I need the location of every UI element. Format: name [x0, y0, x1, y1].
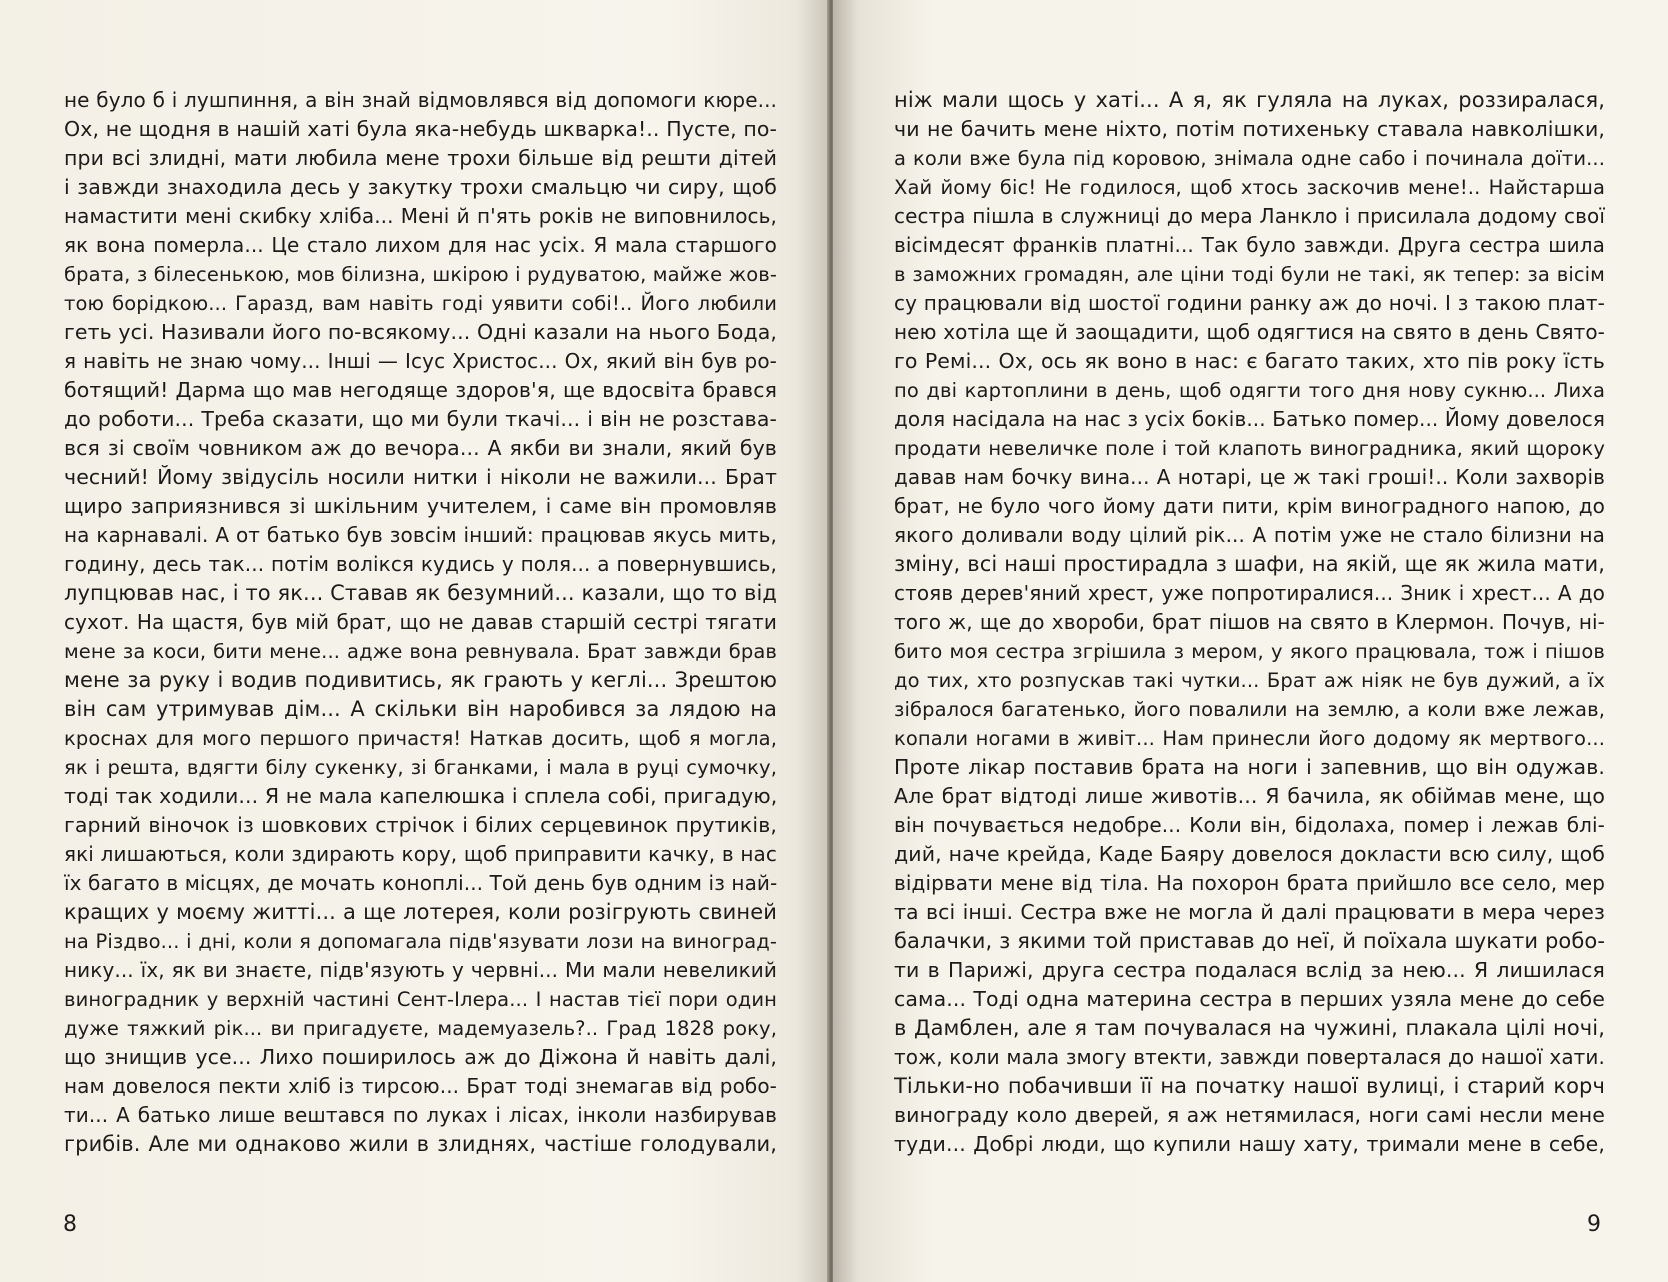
- text-line: Хай йому біс! Не годилося, щоб хтось заскочив мене!.. Найстарша: [894, 176, 1605, 199]
- text-line: він почувається недобре... Коли він, бідолаха, помер і лежав блі-: [894, 813, 1605, 837]
- text-line: нею хотіла ще й заощадити, щоб одягтися на свято в день Свято-: [894, 320, 1605, 344]
- text-line: до тих, хто розпускав такі чутки... Брат аж ніяк не був дужий, а їх: [894, 669, 1605, 692]
- text-line: Але брат відтоді лише животів... Я бачила, як обіймав мене, що: [894, 784, 1605, 808]
- text-line: вісімдесят франків платні... Так було завжди. Друга сестра шила: [894, 233, 1605, 257]
- text-line: бито моя сестра згрішила з мером, у якого працювала, тож і пішов: [894, 640, 1605, 663]
- text-line: не було б і лушпиння, а він знай відмовлявся від допомоги кюре...: [64, 88, 777, 112]
- text-line: геть усі. Називали його по-всякому... Одні казали на нього Бода,: [64, 320, 777, 344]
- text-line: їх багато в місцях, де мочать коноплі... Той день був одним із най-: [64, 871, 777, 895]
- text-line: та всі інші. Сестра вже не могла й далі працювати в мера через: [894, 900, 1605, 924]
- text-line: ти в Парижі, друга сестра подалася вслід за нею... Я лишилася: [894, 958, 1605, 982]
- text-line: доля насідала на нас з усіх боків... Батько помер... Йому довелося: [894, 407, 1605, 431]
- text-line: чи не бачить мене ніхто, потім потихеньку ставала навколішки,: [894, 117, 1605, 141]
- text-line: якого доливали воду цілий рік... А потім уже не стало білизни на: [894, 523, 1605, 547]
- text-line: які лишаються, коли здирають кору, щоб приправити качку, в нас: [64, 842, 777, 866]
- text-line: щиро заприязнився зі шкільним учителем, і саме він промовляв: [64, 494, 777, 518]
- text-line: ти... А батько лише вештався по луках і лісах, інколи назбирував: [64, 1103, 777, 1127]
- text-line: відірвати мене від тіла. На похорон брата прийшло все село, мер: [894, 871, 1605, 895]
- text-line: ботящий! Дарма що мав негодяще здоров'я, ще вдосвіта брався: [64, 378, 777, 402]
- text-line: по дві картоплини в день, щоб одягти того дня нову сукню... Лиха: [894, 379, 1605, 402]
- text-line: як вона померла... Це стало лихом для нас усіх. Я мала старшого: [64, 233, 777, 257]
- left-page: [0, 0, 829, 1282]
- text-line: гарний віночок із шовкових стрічок і білих серцевинок прутиків,: [64, 813, 777, 837]
- text-line: тож, коли мала змогу втекти, завжди поверталася до нашої хати.: [894, 1045, 1605, 1069]
- text-line: зміну, всі наші простирадла з шафи, на якій, ще як жила мати,: [894, 552, 1605, 576]
- text-line: сестра пішла в служниці до мера Ланкло і присилала додому свої: [894, 204, 1605, 228]
- text-line: в заможних громадян, але ціни тоді були не такі, як тепер: за вісім: [894, 263, 1605, 286]
- text-line: стояв дерев'яний хрест, уже попротиралися... Зник і хрест... А до: [894, 581, 1605, 605]
- right-page-text: [894, 86, 1605, 1159]
- text-line: зібралося багатенько, його повалили на землю, а коли вже лежав,: [894, 698, 1605, 721]
- text-line: дий, наче крейда, Каде Баяру довелося докласти всю силу, щоб: [894, 842, 1605, 866]
- text-line: вся зі своїм човником аж до вечора... А якби ви знали, який був: [64, 436, 777, 460]
- text-line: сухот. На щастя, був мій брат, що не давав старшій сестрі тягати: [64, 610, 777, 634]
- text-line: він сам утримував дім... А скільки він наробився за лядою на: [64, 697, 777, 721]
- text-line: лупцював нас, і то як... Ставав як безумний... казали, що то від: [64, 581, 777, 605]
- text-line: грибів. Але ми однаково жили в злиднях, частіше голодували,: [64, 1132, 777, 1156]
- text-line: тоді так ходили... Я не мала капелюшка і сплела собі, пригадую,: [64, 784, 777, 808]
- text-line: го Ремі... Ох, ось як воно в нас: є багато таких, хто пів року їсть: [894, 349, 1605, 373]
- text-line: кращих у моєму житті... а ще лотерея, коли розігрують свиней: [64, 900, 777, 924]
- text-line: туди... Добрі люди, що купили нашу хату, тримали мене в себе,: [894, 1132, 1605, 1156]
- text-line: і завжди знаходила десь у закутку трохи смальцю чи сиру, щоб: [64, 175, 777, 199]
- text-line: мене за коси, бити мене... адже вона ревнувала. Брат завжди брав: [64, 640, 777, 663]
- text-line: Ох, не щодня в нашій хаті була яка-небудь шкварка!.. Пусте, по-: [64, 117, 777, 141]
- page-number-left: 8: [63, 1212, 77, 1237]
- text-line: на Різдво... і дні, коли я допомагала підв'язувати лози на виноград-: [64, 930, 777, 953]
- text-line: Тільки-но побачивши її на початку нашої вулиці, і старий корч: [894, 1074, 1605, 1098]
- text-line: що знищив усе... Лихо поширилось аж до Діжона й навіть далі,: [64, 1045, 777, 1069]
- text-line: до роботи... Треба сказати, що ми були ткачі... і він не розстава-: [64, 407, 777, 431]
- text-line: дуже тяжкий рік... ви пригадуєте, мадемуазель?.. Град 1828 року,: [64, 1017, 777, 1040]
- text-line: нику... їх, як ви знаєте, підв'язують у червні... Ми мали невеликий: [64, 958, 777, 982]
- text-line: Проте лікар поставив брата на ноги і запевнив, що він одужав.: [894, 755, 1605, 779]
- text-line: виноградник у верхній частині Сент-Ілера... І настав тієї пори один: [64, 988, 777, 1011]
- text-line: продати невеличке поле і той клапоть виноградника, який щороку: [894, 437, 1605, 460]
- text-line: намастити мені скибку хліба... Мені й п'ять років не виповнилось,: [64, 204, 777, 228]
- text-line: тою борідкою... Гаразд, вам навіть годі уявити собі!.. Його любили: [64, 292, 777, 315]
- text-line: нам довелося пекти хліб із тирсою... Брат тоді знемагав від робо-: [64, 1074, 777, 1098]
- text-line: су працювали від шостої години ранку аж до ночі. І з такою плат-: [894, 291, 1605, 315]
- left-page-text: [64, 86, 777, 1159]
- text-line: балачки, з якими той приставав до неї, й поїхала шукати робо-: [894, 929, 1605, 953]
- text-line: чесний! Йому звідусіль носили нитки і ніколи не важили... Брат: [64, 465, 777, 489]
- text-line: давав нам бочку вина... А нотарі, це ж такі гроші!.. Коли захворів: [894, 465, 1605, 489]
- text-line: винограду коло дверей, я аж нетямилася, ноги самі несли мене: [894, 1103, 1605, 1127]
- text-line: годину, десь так... потім волікся кудись у поля... а повернувшись,: [64, 552, 777, 576]
- text-line: брата, з білесенькою, мов білизна, шкірою і рудуватою, майже жов-: [64, 263, 777, 286]
- text-line: а коли вже була під коровою, знімала одне сабо і починала доїти...: [894, 147, 1605, 170]
- text-line: сама... Тоді одна материна сестра в перших узяла мене до себе: [894, 987, 1605, 1011]
- text-line: копали ногами в живіт... Нам принесли його додому як мертвого...: [894, 727, 1605, 750]
- text-line: як і решта, вдягти білу сукенку, зі бганками, і мала в руці сумочку,: [64, 756, 777, 779]
- text-line: кроснах для мого першого причастя! Наткав досить, щоб я могла,: [64, 727, 777, 750]
- text-line: при всі злидні, мати любила мене трохи більше від решти дітей: [64, 146, 777, 170]
- text-line: ніж мали щось у хаті... А я, як гуляла на луках, роззиралася,: [894, 88, 1605, 112]
- page-number-right: 9: [1587, 1212, 1601, 1237]
- text-line: на карнавалі. А от батько був зовсім інший: працював якусь мить,: [64, 523, 777, 547]
- text-line: мене за руку і водив подивитись, як грають у кеглі... Зрештою: [64, 668, 777, 692]
- right-page: [833, 0, 1668, 1282]
- text-line: я навіть не знаю чому... Інші — Ісус Христос... Ох, який він був ро-: [64, 349, 777, 373]
- text-line: того ж, ще до хвороби, брат пішов на свято в Клермон. Почув, ні-: [894, 610, 1605, 634]
- text-line: в Дамблен, але я там почувалася на чужині, плакала цілі ночі,: [894, 1016, 1605, 1040]
- text-line: брат, не було чого йому дати пити, крім виноградного напою, до: [894, 494, 1605, 518]
